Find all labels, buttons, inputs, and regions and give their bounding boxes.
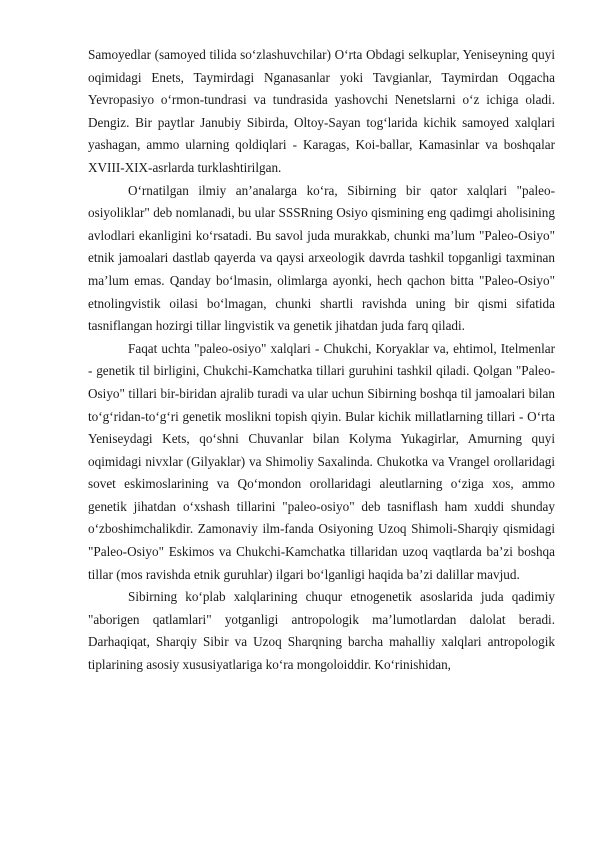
paragraph-anthropology: Sibirning koʻplab xalqlarining chuqur etnogenetik asoslarida juda qadimiy "aborigen qatlamlari" yotganligi antropologik ma’lumotlardan dalolat beradi. Darhaqiqat, Sharqiy Sibir va Uzoq Sharqning barcha mahalliy xalqlari antropologik tiplarining asosiy xususiyatlariga koʻra mongoloiddir. Koʻrinishidan,: [88, 589, 555, 673]
document-body: [88, 44, 555, 677]
paragraph-samoyeds: Samoyedlar (samoyed tilida soʻzlashuvchilar) Oʻrta Obdagi selkuplar, Yeniseyning quyi oqimidagi Enets, Taymirdagi Nganasanlar yoki Tavgianlar, Taymirdan Oqgacha Yevropasiyo oʻrmon-tundrasi va tundrasida yashovchi Nenetslarni oʻz ichiga oladi. Dengiz. Bir paytlar Janubiy Sibirda, Oltoy-Sayan togʻlarida kichik samoyed xalqlari yashagan, ammo ularning qoldiqlari - Karagas, Koi-ballar, Kamasinlar va boshqalar XVIII-XIX-asrlarda turklashtirilgan.: [88, 47, 555, 175]
paragraph-paleo-asians: Oʻrnatilgan ilmiy an’analarga koʻra, Sibirning bir qator xalqlari "paleo-osiyoliklar" deb nomlanadi, bu ular SSSRning Osiyo qismining eng qadimgi aholisining avlodlari ekanligini koʻrsatadi. Bu savol juda murakkab, chunki ma’lum "Paleo-Osiyo" etnik jamoalari dastlab qayerda va qaysi arxeologik davrda tashkil topganligi taxminan ma’lum emas. Qanday boʻlmasin, olimlarga ayonki, hech qachon bitta "Paleo-Osiyo" etnolingvistik oilasi boʻlmagan, chunki shartli ravishda uning bir qismi sifatida tasniflangan hozirgi tillar lingvistik va genetik jihatdan juda farq qiladi.: [88, 182, 555, 334]
paragraph-chukchi-kamchatka: Faqat uchta "paleo-osiyo" xalqlari - Chukchi, Koryaklar va, ehtimol, Itelmenlar - genetik til birligini, Chukchi-Kamchatka tillari guruhini tashkil qiladi. Qolgan "Paleo-Osiyo" tillari bir-biridan ajralib turadi va ular uchun Sibirning boshqa til jamoalari bilan toʻgʻridan-toʻgʻri genetik moslikni topish qiyin. Bular kichik millatlarning tillari - Oʻrta Yeniseydagi Kets, qoʻshni Chuvanlar bilan Kolyma Yukagirlar, Amurning quyi oqimidagi nivxlar (Gilyaklar) va Shimoliy Saxalinda. Chukotka va Vrangel orollaridagi sovet eskimoslarining va Qoʻmondon orollaridagi aleutlarning oʻziga xos, ammo genetik jihatdan oʻxshash tillarini "paleo-osiyo" deb tasniflash ham xuddi shunday oʻzboshimchalikdir. Zamonaviy ilm-fanda Osiyoning Uzoq Shimoli-Sharqiy qismidagi "Paleo-Osiyo" Eskimos va Chukchi-Kamchatka tillaridan uzoq vaqtlarda ba’zi boshqa tillar (mos ravishda etnik guruhlar) ilgari boʻlganligi haqida ba’zi dalillar mavjud.: [88, 340, 555, 582]
